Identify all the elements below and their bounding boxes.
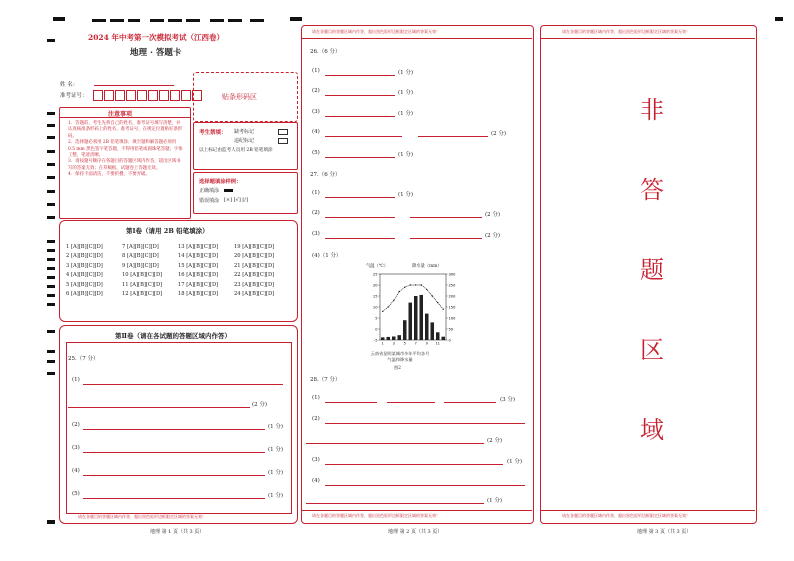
- q25-4-label: (4): [72, 468, 80, 474]
- answer-choice[interactable]: 5 [A][B][C][D]: [66, 281, 103, 288]
- correct-fill-label: 正确填涂: [199, 188, 220, 194]
- q28-3-line[interactable]: [325, 464, 503, 465]
- page2-footer: 地理 第 2 页（共 3 页）: [388, 529, 443, 535]
- answer-choice[interactable]: 3 [A][B][C][D]: [66, 262, 103, 269]
- answer-row: [66, 271, 291, 281]
- q26-3-line[interactable]: [325, 116, 395, 117]
- page2-warning-top: 请在各题目的答题区域内作答，超出黑色矩形边框限定区域的答案无效！: [312, 29, 440, 34]
- chart-tick-label: 20: [372, 283, 378, 288]
- precipitation-bar: [392, 336, 396, 340]
- notice-item: 4．保持卡面清洁，不要折叠、不要弄破。: [68, 172, 150, 178]
- q27-1-label: (1): [312, 190, 320, 196]
- q25-5-line[interactable]: [83, 498, 265, 499]
- q28-3-label: (3): [312, 457, 320, 463]
- q25-area: [66, 342, 292, 514]
- answer-choice[interactable]: 9 [A][B][C][D]: [122, 262, 159, 269]
- q27-2-points: (2 分): [485, 212, 501, 218]
- climate-chart-svg: [366, 270, 462, 350]
- temperature-point: [426, 289, 427, 290]
- answer-choice[interactable]: 20 [A][B][C][D]: [234, 253, 275, 260]
- answer-choice[interactable]: 7 [A][B][C][D]: [122, 243, 159, 250]
- answer-choice[interactable]: 6 [A][B][C][D]: [66, 291, 103, 298]
- q27-4-label: (4)（1 分）: [312, 253, 342, 259]
- chart-tick-label: 300: [448, 272, 456, 277]
- q26-5-line[interactable]: [325, 157, 395, 158]
- notice-item: 2．选择题必须用 2B 铅笔填涂；填空题和解答题必须用 0.5 mm 黑色签字笔答题，不得用铅笔或圆珠笔答题；字体工整、笔迹清晰。: [68, 140, 183, 159]
- q27-1-points: (1 分): [398, 192, 414, 198]
- chart-month-label: 3: [392, 341, 395, 346]
- page3-warning-bottom: 请在各题目的答题区域内作答，超出黑色矩形边框限定区域的答案无效！: [562, 513, 690, 518]
- chart-figure-label: 图2: [394, 365, 401, 370]
- q26-4-label: (4): [312, 129, 320, 135]
- q25-1-line[interactable]: [83, 384, 283, 385]
- chart-tick-label: -5: [373, 338, 378, 343]
- answer-choice[interactable]: 13 [A][B][C][D]: [178, 243, 219, 250]
- q27-2-line-a[interactable]: [325, 217, 395, 218]
- id-label: 准考证号：: [60, 93, 88, 99]
- name-label: 姓 名：: [60, 82, 79, 88]
- q26-4-line-b[interactable]: [418, 136, 488, 137]
- q27-label: 27.（6 分）: [310, 172, 341, 178]
- answer-grid: [66, 242, 291, 299]
- exam-status-box: [193, 122, 298, 170]
- nonanswer-char: 答: [640, 176, 664, 204]
- id-boxes[interactable]: [93, 90, 203, 101]
- answer-choice[interactable]: 15 [A][B][C][D]: [178, 262, 219, 269]
- answer-row: [66, 242, 291, 252]
- answer-row: [66, 252, 291, 262]
- answer-row: [66, 290, 291, 300]
- q28-label: 28.（7 分）: [310, 377, 341, 383]
- temperature-point: [432, 295, 433, 296]
- q28-2-points: (2 分): [487, 438, 503, 444]
- q27-3-line-a[interactable]: [325, 238, 395, 239]
- q25-5-label: (5): [72, 491, 80, 497]
- precipitation-bar: [386, 337, 390, 340]
- q28-4-line-a[interactable]: [325, 485, 525, 486]
- q28-1-label: (1): [312, 395, 320, 401]
- answer-choice[interactable]: 21 [A][B][C][D]: [234, 262, 275, 269]
- precipitation-bar: [430, 322, 434, 340]
- q25-3-points: (1 分): [268, 447, 284, 453]
- q27-2-label: (2): [312, 210, 320, 216]
- answer-choice[interactable]: 17 [A][B][C][D]: [178, 281, 219, 288]
- q26-3-points: (1 分): [398, 111, 414, 117]
- q26-4-points: (2 分): [491, 131, 507, 137]
- chart-tick-label: 100: [448, 316, 456, 321]
- part2-title: 第Ⅱ卷（请在各试题的答题区域内作答）: [115, 332, 231, 340]
- correct-fill-sample: [224, 189, 233, 192]
- chart-ylabel-right: 降水量（mm）: [412, 264, 442, 269]
- fill-sample-box: [193, 172, 298, 214]
- precipitation-bar: [381, 337, 385, 340]
- q27-3-label: (3): [312, 231, 320, 237]
- temperature-point: [404, 287, 405, 288]
- chart-month-label: 9: [425, 341, 428, 346]
- precipitation-bar: [414, 296, 418, 340]
- page3-footer: 地理 第 3 页（共 3 页）: [637, 529, 692, 535]
- temperature-point: [443, 309, 444, 310]
- precipitation-bar: [403, 320, 407, 340]
- chart-tick-label: 25: [372, 272, 378, 277]
- chart-tick-label: 50: [448, 327, 454, 332]
- precipitation-bar: [425, 314, 429, 340]
- answer-choice[interactable]: 22 [A][B][C][D]: [234, 272, 275, 279]
- q25-1-label: (1): [72, 377, 80, 383]
- page2-warning-bottom: 请在各题目的答题区域内作答，超出黑色矩形边框限定区域的答案无效！: [312, 513, 440, 518]
- q26-2-line[interactable]: [325, 95, 395, 96]
- q25-1-points: (2 分): [252, 402, 268, 408]
- violation-label: 违纪标记: [234, 138, 255, 144]
- q27-1-line[interactable]: [325, 197, 395, 198]
- temperature-point: [382, 311, 383, 312]
- answer-choice[interactable]: 4 [A][B][C][D]: [66, 272, 103, 279]
- chart-tick-label: 200: [448, 294, 456, 299]
- temperature-point: [388, 306, 389, 307]
- chart-caption: 云南省昆明某城市多年平均各月气温和降水量: [370, 351, 430, 362]
- q26-1-points: (1 分): [398, 70, 414, 76]
- chart-month-label: 7: [414, 341, 417, 346]
- answer-choice[interactable]: 2 [A][B][C][D]: [66, 253, 103, 260]
- q28-4-label: (4): [312, 478, 320, 484]
- answer-choice[interactable]: 1 [A][B][C][D]: [66, 243, 103, 250]
- answer-choice[interactable]: 14 [A][B][C][D]: [178, 253, 219, 260]
- exam-status-note: 以上标记由监考人员用 2B 铅笔填涂: [199, 148, 273, 153]
- nonanswer-char: 非: [640, 96, 664, 124]
- q28-3-points: (1 分): [507, 459, 523, 465]
- answer-choice[interactable]: 10 [A][B][C][D]: [122, 272, 163, 279]
- q26-3-label: (3): [312, 109, 320, 115]
- q27-3-points: (2 分): [485, 233, 501, 239]
- chart-tick-label: 250: [448, 283, 456, 288]
- exam-subtitle: 地理 · 答题卡: [130, 48, 182, 58]
- climate-chart: [366, 263, 462, 371]
- chart-tick-label: 10: [372, 305, 378, 310]
- page1-warning: 请在各题目的答题区域内作答，超出黑色矩形边框限定区域的答案无效！: [78, 514, 206, 519]
- answer-choice[interactable]: 11 [A][B][C][D]: [122, 281, 163, 288]
- q25-2-points: (1 分): [268, 424, 284, 430]
- nonanswer-char: 区: [640, 336, 664, 364]
- q28-2-line-b[interactable]: [306, 443, 484, 444]
- temperature-line: [383, 285, 444, 311]
- chart-month-label: 5: [403, 341, 406, 346]
- answer-choice[interactable]: 12 [A][B][C][D]: [122, 291, 163, 298]
- temperature-point: [399, 291, 400, 292]
- precipitation-bar: [441, 337, 445, 340]
- q28-1-line-b[interactable]: [387, 402, 435, 403]
- chart-tick-label: 5: [375, 316, 378, 321]
- q26-5-points: (1 分): [398, 152, 414, 158]
- exam-status-label: 考生禁填：: [199, 130, 227, 136]
- nonanswer-char: 题: [640, 256, 664, 284]
- chart-tick-label: 0: [448, 338, 451, 343]
- answer-choice[interactable]: 23 [A][B][C][D]: [234, 281, 275, 288]
- absent-label: 缺考标记: [234, 129, 255, 135]
- chart-ylabel-left: 气温（℃）: [366, 264, 388, 269]
- precipitation-bar: [408, 303, 412, 340]
- temperature-point: [393, 300, 394, 301]
- answer-row: [66, 261, 291, 271]
- notice-box: [59, 107, 191, 219]
- precipitation-bar: [436, 332, 440, 340]
- answer-choice[interactable]: 8 [A][B][C][D]: [122, 253, 159, 260]
- exam-title: 2024 年中考第一次模拟考试（江西卷）: [88, 33, 224, 42]
- notice-list: [68, 121, 184, 179]
- page3-warning-top: 请在各题目的答题区域内作答，超出黑色矩形边框限定区域的答案无效！: [562, 29, 690, 34]
- wrong-fill-label: 错误填涂: [199, 198, 220, 204]
- chart-month-label: 11: [435, 341, 440, 346]
- page1-footer: 地理 第 1 页（共 3 页）: [150, 529, 205, 535]
- nonanswer-area: [545, 42, 750, 507]
- nonanswer-char: 域: [640, 416, 664, 444]
- answer-choice[interactable]: 24 [A][B][C][D]: [234, 291, 275, 298]
- notice-item: 3．请按题号顺序在各题目的答题区域内作答，超出区域书写的答案无效；在草稿纸、试题卷上答题无效。: [68, 159, 181, 171]
- temperature-point: [421, 284, 422, 285]
- q26-5-label: (5): [312, 150, 320, 156]
- q27-3-line-b[interactable]: [410, 238, 482, 239]
- q28-4-points: (1 分): [487, 498, 503, 504]
- barcode-label: 贴条形码区: [222, 93, 257, 101]
- q25-2-label: (2): [72, 422, 80, 428]
- chart-tick-label: 15: [372, 294, 378, 299]
- q28-2-label: (2): [312, 416, 320, 422]
- chart-tick-label: 0: [375, 327, 378, 332]
- answer-choice[interactable]: 19 [A][B][C][D]: [234, 243, 275, 250]
- notice-title: 注意事项: [108, 111, 133, 118]
- temperature-point: [415, 284, 416, 285]
- fill-sample-title: 选择题填涂样例：: [199, 179, 242, 185]
- chart-month-label: 1: [381, 341, 384, 346]
- q25-3-label: (3): [72, 445, 80, 451]
- q28-1-line-a[interactable]: [325, 402, 377, 403]
- q26-2-points: (1 分): [398, 90, 414, 96]
- answer-choice[interactable]: 18 [A][B][C][D]: [178, 291, 219, 298]
- q26-label: 26.（6 分）: [310, 49, 341, 55]
- q25-1b-line[interactable]: [68, 407, 250, 408]
- q26-1-label: (1): [312, 68, 320, 74]
- violation-checkbox[interactable]: [278, 138, 288, 144]
- q25-label: 25.（7 分）: [68, 356, 99, 362]
- answer-row: [66, 280, 291, 290]
- q26-1-line[interactable]: [325, 75, 395, 76]
- absent-checkbox[interactable]: [278, 129, 288, 135]
- barcode-area: [193, 72, 298, 122]
- temperature-point: [410, 284, 411, 285]
- q25-3-line[interactable]: [83, 452, 265, 453]
- q28-2-line-a[interactable]: [325, 423, 525, 424]
- q28-1-line-c[interactable]: [444, 402, 496, 403]
- temperature-point: [437, 302, 438, 303]
- wrong-fill-sample: [×] [√] [/]: [224, 197, 248, 203]
- q25-2-line[interactable]: [83, 429, 265, 430]
- precipitation-bar: [419, 295, 423, 340]
- q26-4-line-a[interactable]: [325, 136, 402, 137]
- notice-item: 1．答题前，考生先将自己的姓名，准考证号填写清楚，并认真核准条形码上的姓名、准考证号，在规定位置贴好条形码。: [68, 121, 183, 139]
- q28-1-points: (3 分): [500, 397, 516, 403]
- q27-2-line-b[interactable]: [410, 217, 482, 218]
- q28-4-line-b[interactable]: [306, 503, 484, 504]
- answer-choice[interactable]: 16 [A][B][C][D]: [178, 272, 219, 279]
- q25-4-line[interactable]: [83, 475, 265, 476]
- q25-4-points: (1 分): [268, 470, 284, 476]
- q26-2-label: (2): [312, 88, 320, 94]
- name-field[interactable]: [94, 85, 174, 86]
- part1-title: 第Ⅰ卷（请用 2B 铅笔填涂）: [126, 227, 209, 235]
- chart-plot-frame: [380, 274, 446, 340]
- chart-tick-label: 150: [448, 305, 456, 310]
- q25-5-points: (1 分): [268, 493, 284, 499]
- precipitation-bar: [397, 335, 401, 340]
